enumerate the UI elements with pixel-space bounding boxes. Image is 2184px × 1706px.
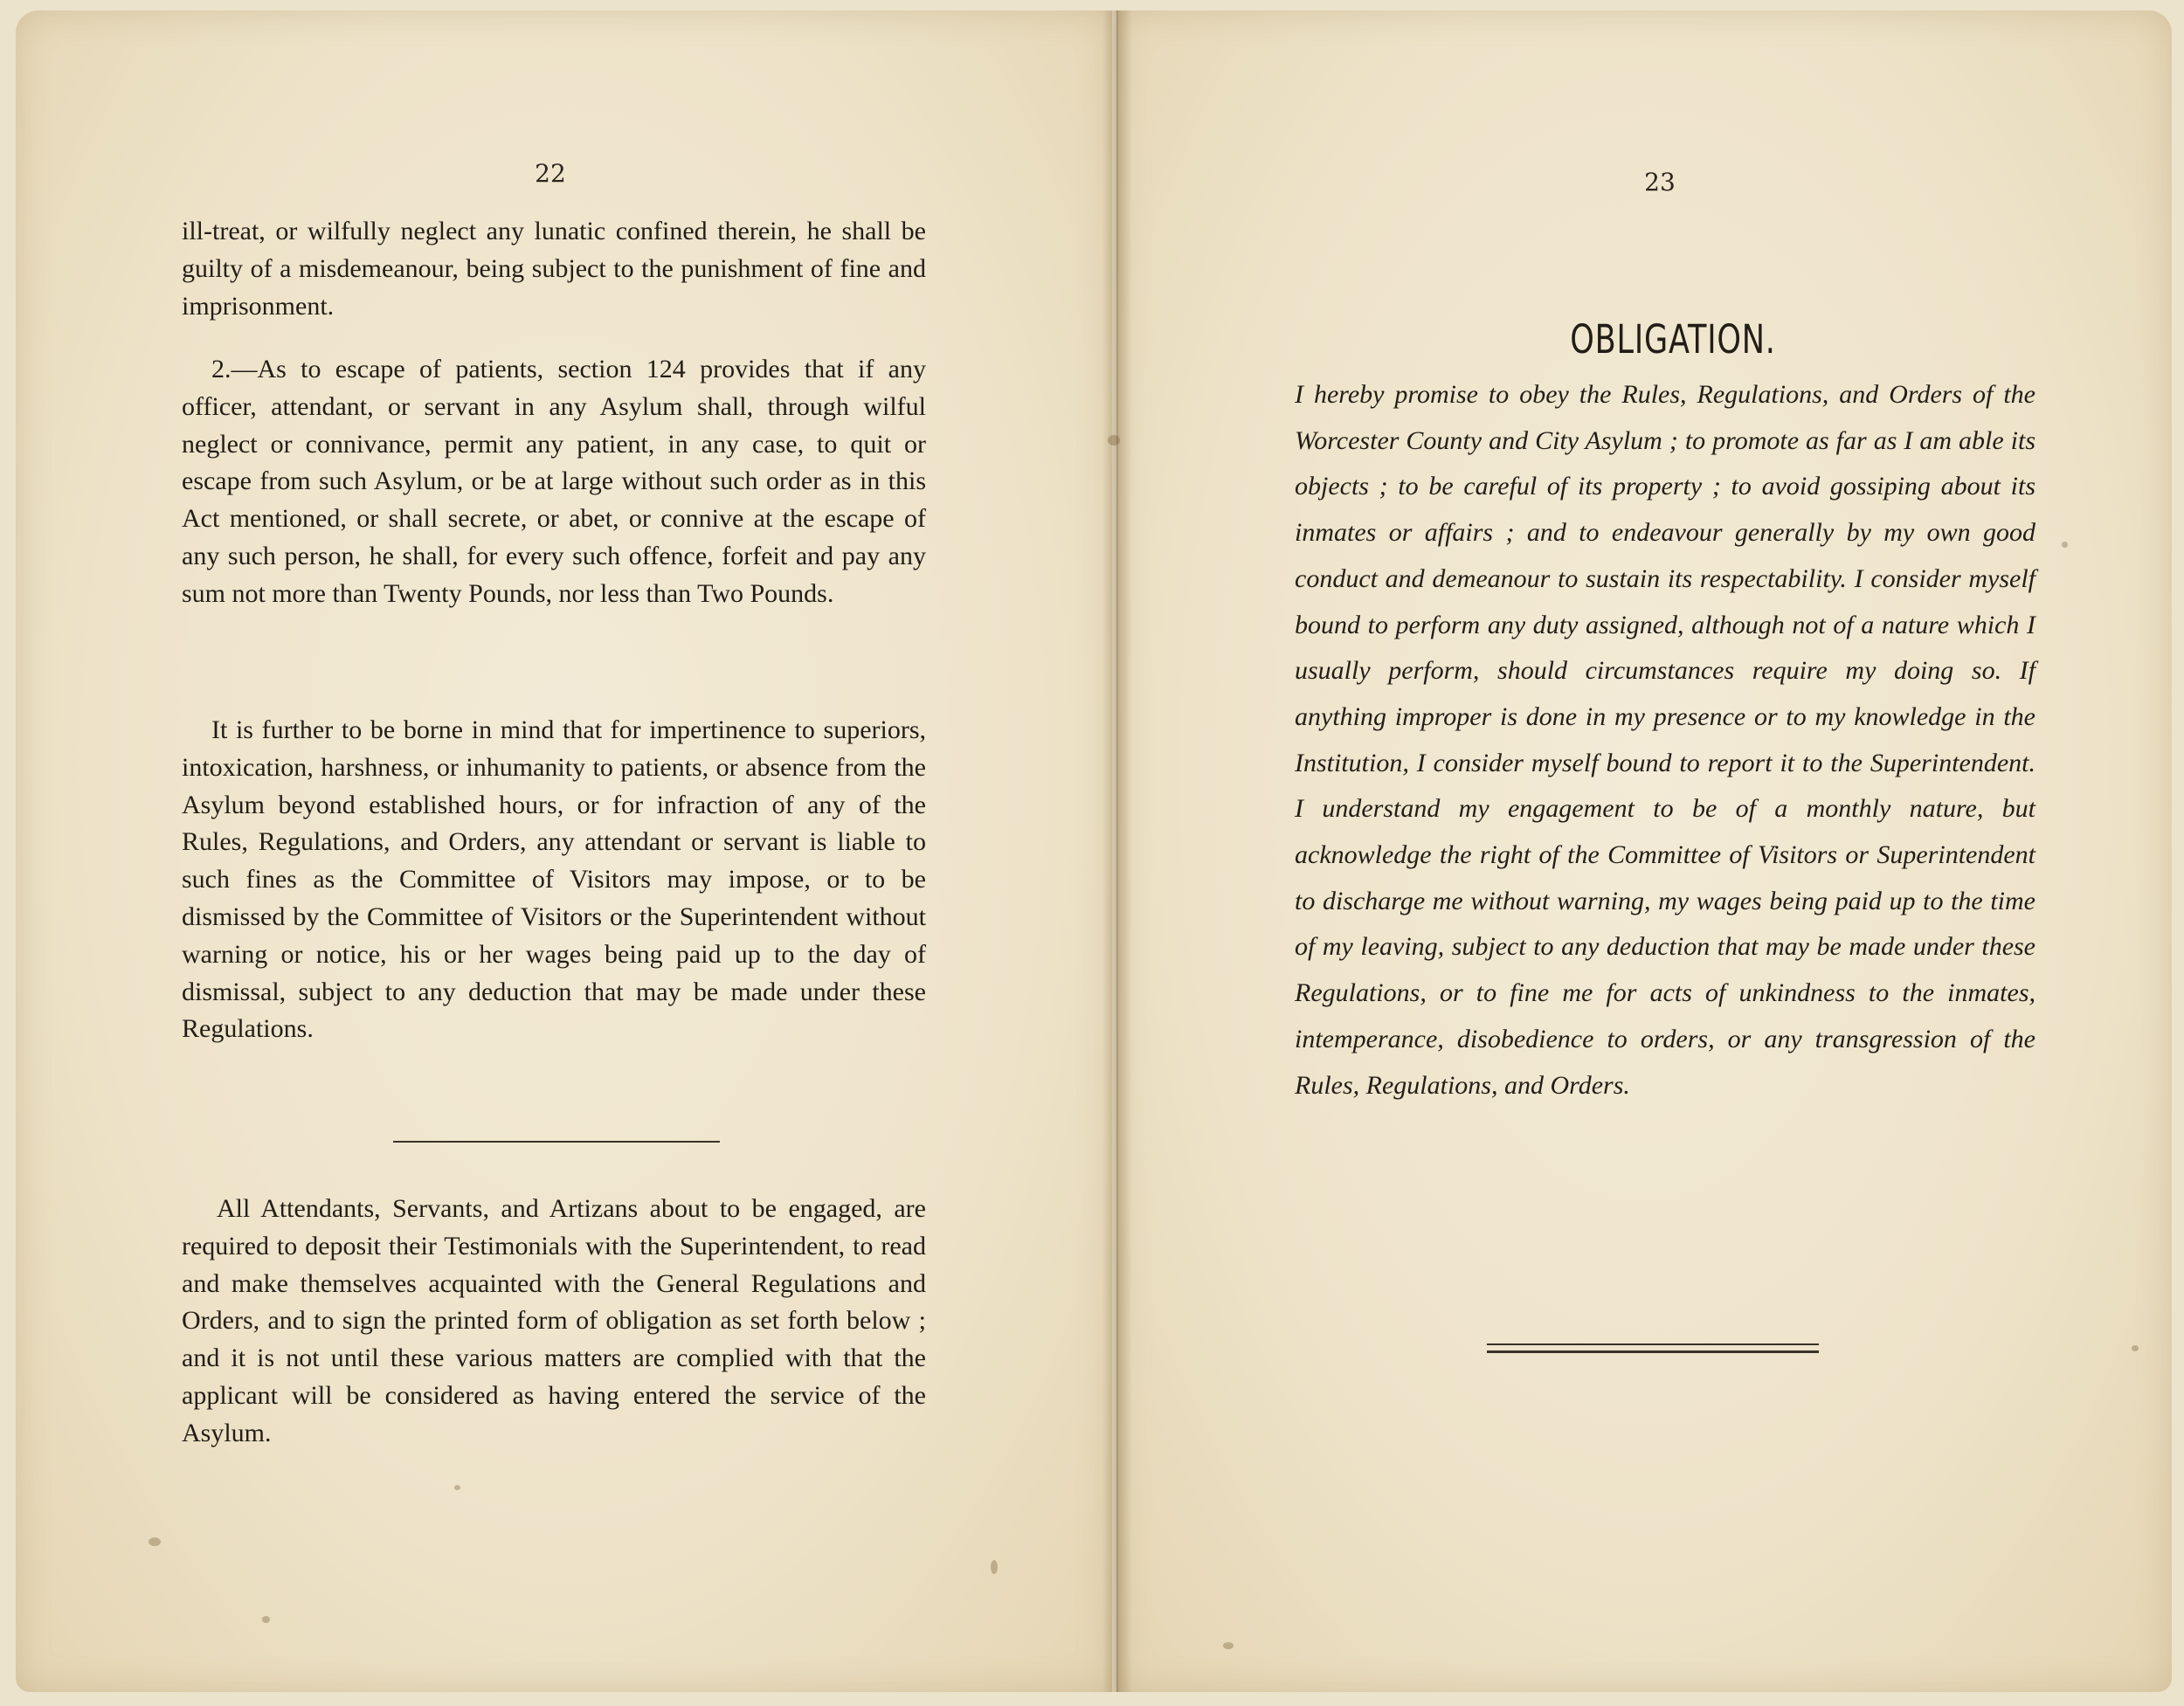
- book-gutter: [1102, 10, 1132, 1692]
- page-number-left: 22: [535, 159, 566, 188]
- paragraph-text: ill-treat, or wilfully neglect any lunatic confined therein, he shall be guilty of a misdemeanour, being subject to the punishment of fine and imprisonment.: [182, 217, 926, 321]
- paragraph-text: All Attendants, Servants, and Artizans about to be engaged, are required to deposit their Testimonials with the Superintendent, to read and make themselves acquainted with the General Regulations and Orders, and to sign the printed form of obligation as set forth below ; and it is not until these various matters are complied with that the applicant will be considered as having entered the service of the Asylum.: [182, 1194, 926, 1447]
- paragraph-text: 2.—As to escape of patients, section 124 provides that if any officer, attendant, or servant in any Asylum shall, through wilful neglect or connivance, permit any patient, in any case, to quit or escape from such Asylum, or be at large without such order as in this Act mentioned, or shall secrete, or abet, or connive at the escape of any such person, he shall, for every such offence, forfeit and pay any sum not more than Twenty Pounds, nor less than Two Pounds.: [182, 355, 926, 608]
- left-paragraph-3: [182, 712, 926, 1048]
- end-divider-bottom: [1487, 1350, 1819, 1353]
- paper-speck: [2062, 542, 2068, 548]
- paper-speck: [1223, 1642, 1234, 1649]
- end-divider-top: [1487, 1343, 1819, 1345]
- left-paragraph-4: [182, 1191, 926, 1453]
- paper-speck: [262, 1616, 270, 1623]
- paper-speck: [991, 1560, 998, 1574]
- obligation-text: I hereby promise to obey the Rules, Regulations, and Orders of the Worcester County and City Asylum ; to promote as far as I am able its objects ; to be careful of its property ; to avoid gossiping about its inmates or affairs ; and to endeavour generally by my own good conduct and demeanour to sustain its respectability. I consider myself bound to perform any duty assigned, although not of a nature which I usually perform, should circumstances require my doing so. If anything improper is done in my presence or to my knowledge in the Institution, I consider myself bound to report it to the Superintendent. I understand my engagement to be of a monthly nature, but acknowledge the right of the Committee of Visitors or Superintendent to discharge me without warning, my wages being paid up to the time of my leaving, subject to any deduction that may be made under these Regulations, or to fine me for acts of unkindness to the inmates, intemperance, disobedience to orders, or any transgression of the Rules, Regulations, and Orders.: [1295, 380, 2035, 1100]
- paper-speck: [454, 1485, 460, 1490]
- paper-speck: [1108, 435, 1120, 445]
- page-number-right: 23: [1644, 168, 1676, 197]
- paragraph-text: It is further to be borne in mind that for impertinence to superiors, intoxication, harshness, or inhumanity to patients, or absence from the Asylum beyond established hours, or for infraction of any of the Rules, Regulations, and Orders, any attendant or servant is liable to such fines as the Committee of Visitors may impose, or to be dismissed by the Committee of Visitors or the Superintendent without warning or notice, his or her wages being paid up to the day of dismissal, subject to any deduction that may be made under these Regulations.: [182, 715, 926, 1044]
- obligation-heading: OBLIGATION.: [1570, 316, 1776, 363]
- section-divider: [393, 1141, 720, 1143]
- paper-speck: [149, 1537, 161, 1546]
- left-paragraph-1: [182, 213, 926, 325]
- left-paragraph-2: [182, 351, 926, 613]
- paper-speck: [2132, 1345, 2139, 1351]
